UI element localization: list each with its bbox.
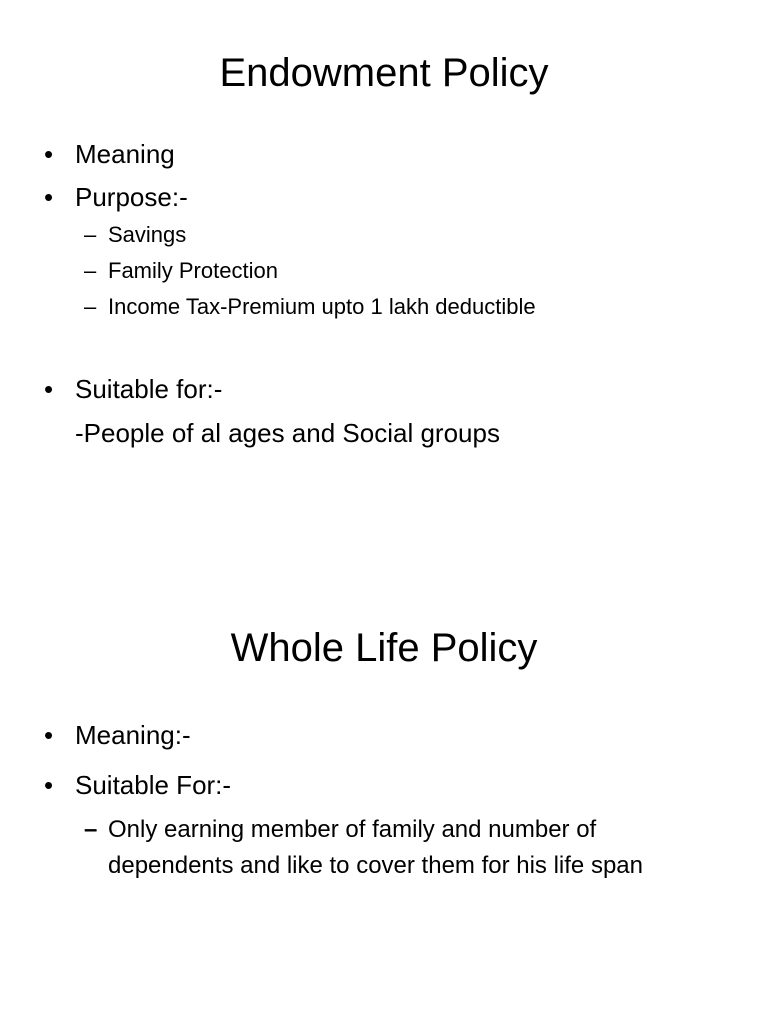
bullet-label: Meaning	[75, 139, 175, 169]
bullet-icon: •	[44, 770, 54, 800]
bullet-icon: •	[44, 182, 54, 212]
bullet-icon: •	[44, 720, 54, 750]
bullet-icon: •	[44, 374, 54, 404]
dash-icon: –	[84, 222, 97, 247]
slide-title: Whole Life Policy	[230, 626, 538, 670]
dash-icon: –	[84, 294, 97, 319]
bullet-label: Meaning:-	[75, 720, 191, 750]
bullet-label: Suitable For:-	[75, 770, 232, 800]
bullet-icon: •	[44, 139, 54, 169]
sub-bullet-label: Family Protection	[108, 258, 278, 283]
sub-bullet-line-1: Only earning member of family and number of	[108, 816, 597, 843]
sub-bullet-label: Income Tax-Premium upto 1 lakh deductible	[108, 294, 536, 319]
dash-icon: –	[84, 816, 98, 843]
dash-icon: –	[84, 258, 97, 283]
bullet-label: Suitable for:-	[75, 374, 223, 404]
sub-bullet-line-2: dependents and like to cover them for his life span	[108, 852, 643, 879]
slide-whole-life-policy	[0, 512, 768, 1024]
slide-title: Endowment Policy	[219, 51, 549, 95]
suitable-detail	[75, 418, 500, 448]
sub-bullet-label: Savings	[108, 222, 187, 247]
suitable-detail-text: -People of al ages and Social groups	[75, 418, 500, 448]
bullet-label: Purpose:-	[75, 182, 188, 212]
